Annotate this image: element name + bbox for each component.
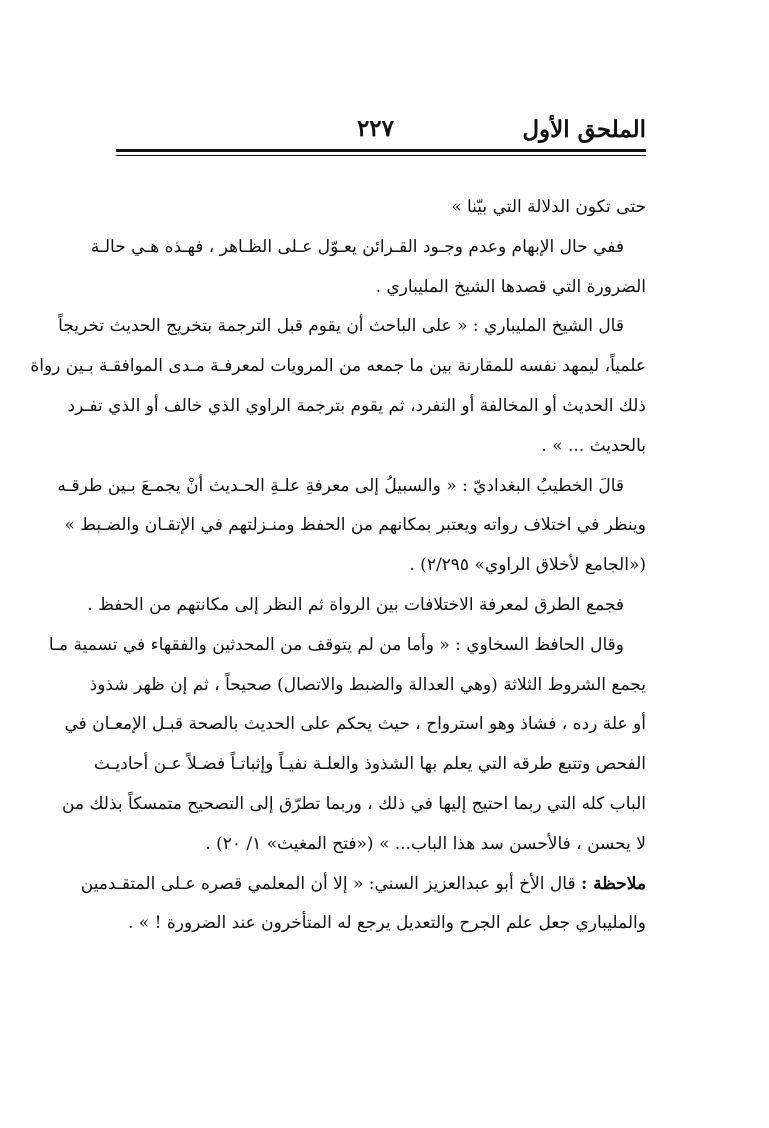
text-line-12: وقال الحافظ السخاوي : « وأما من لم يتوقف من المحدثين والفقهاء في تسمية مـا: [48, 634, 624, 655]
text-line-9: وينظر في اختلاف رواته ويعتبر بمكانهم من الحفظ ومنـزلتهم في الإتقـان والضـبط »: [64, 515, 646, 536]
note-line-2: والمليباري جعل علم الجرح والتعديل يرجع له المتأخرون عند الضرورة ! » .: [127, 913, 646, 934]
header-rule-thin: [116, 155, 646, 156]
text-line-3: الضرورة التي قصدها الشيخ المليباري .: [375, 276, 646, 297]
page-number: ٢٢٧: [356, 115, 394, 142]
text-line-8: قالَ الخطيبُ البغداديّ : « والسبيلُ إلى معرفةِ علـةِ الحـديث أنْ يجمـعَ بـين طرقـه: [57, 475, 624, 496]
page-header: [116, 112, 646, 152]
text-line-14: أو علة رده ، فشاذ وهو استرواح ، حيث يحكم على الحديث بالصحة قبـل الإمعـان في: [64, 714, 646, 735]
text-line-11: فجمع الطرق لمعرفة الاختلافات بين الرواة ثم النظر إلى مكانتهم من الحفظ .: [87, 594, 624, 615]
text-line-7: بالحديث ... » .: [541, 435, 646, 456]
text-line-5: علمياً، ليمهد نفسه للمقارنة بين ما جمعه من المرويات لمعرفـة مـدى الموافقـة بـين رواة: [30, 356, 646, 377]
note-label: ملاحظة :: [580, 873, 646, 894]
header-rule-thick: [116, 149, 646, 152]
text-line-15: الفحص وتتبع طرقه التي يعلم بها الشذوذ والعلـة نفيـاً وإثباتـاً فضـلاً عـن أحاديـث: [93, 754, 646, 775]
text-line-13: يجمع الشروط الثلاثة (وهي العدالة والضبط والاتصال) صحيحاً ، ثم إن ظهر شذوذ: [89, 674, 646, 695]
text-line-17: لا يحسن ، فالأحسن سد هذا الباب... » («فتح المغيث» ١/ ٢٠) .: [205, 833, 646, 854]
text-line-6: ذلك الحديث أو المخالفة أو التفرد، ثم يقوم بترجمة الراوي الذي خالف أو الذي تفـرد: [67, 395, 646, 416]
text-line-1: حتى تكون الدلالة التي بيّنا »: [451, 197, 646, 217]
text-line-2: ففي حال الإبهام وعدم وجـود القـرائن يعـوّل عـلى الظـاهر ، فهـذه هـي حالـة: [90, 236, 624, 257]
note-text-1: قال الأخ أبو عبدالعزيز السني: « إلا أن المعلمي قصره عـلى المتقـدمين: [80, 873, 576, 894]
running-title: الملحق الأول: [522, 116, 646, 143]
text-line-4: قال الشيخ المليباري : « على الباحث أن يقوم قبل الترجمة بتخريج الحديث تخريجاً: [58, 316, 624, 337]
main-text: [30, 188, 646, 944]
note-line-1: [80, 865, 646, 905]
text-line-16: الباب كله التي ربما احتيج إليها في ذلك ، وربما تطرّق إلى التصحيح متمسكاً بذلك من: [62, 793, 646, 814]
text-line-10: («الجامع لأخلاق الراوي» ٢/٢٩٥) .: [409, 555, 646, 576]
